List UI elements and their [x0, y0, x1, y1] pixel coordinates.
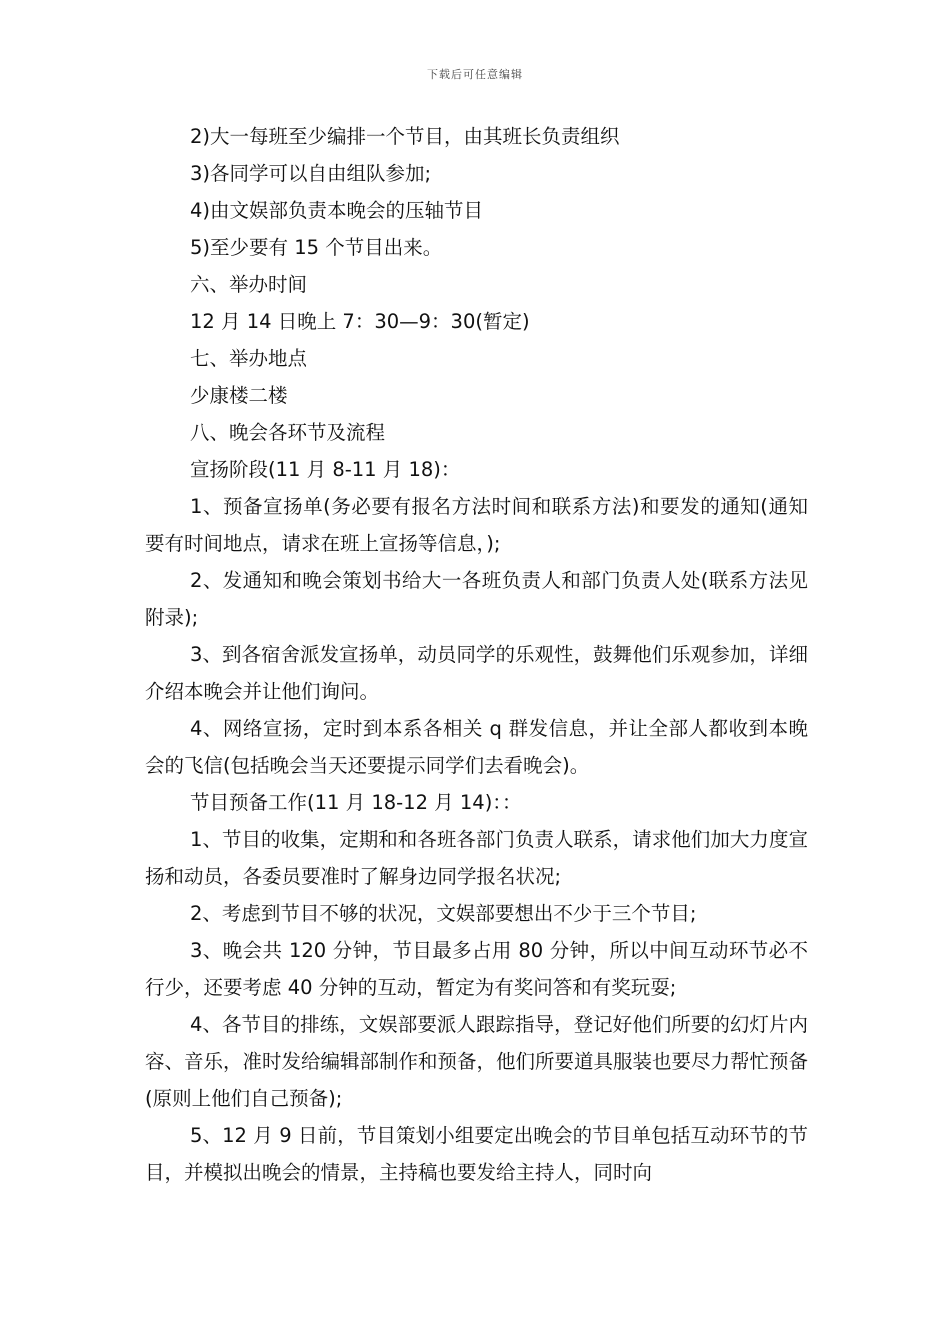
subsection-heading: 节目预备工作(11 月 18-12 月 14)：： [190, 791, 522, 814]
section-heading: 八、晚会各环节及流程 [190, 421, 386, 444]
paragraph: 1、节目的收集，定期和和各班各部门负责人联系，请求他们加大力度宣扬和动员，各委员要准时了解身边同学报名状况; [145, 828, 808, 888]
text-line: 3)各同学可以自由组队参加; [190, 162, 432, 185]
paragraph: 1、预备宣扬单(务必要有报名方法时间和联系方法)和要发的通知(通知要有时间地点，请求在班上宣扬等信息，); [145, 495, 808, 555]
text-line: 少康楼二楼 [190, 384, 288, 407]
paragraph: 4、各节目的排练，文娱部要派人跟踪指导，登记好他们所要的幻灯片内容、音乐，准时发给编辑部制作和预备，他们所要道具服装也要尽力帮忙预备(原则上他们自己预备); [145, 1013, 809, 1110]
paragraph: 2、考虑到节目不够的状况，文娱部要想出不少于三个节目; [190, 902, 697, 925]
page-header: 下载后可任意编辑 [427, 68, 523, 81]
paragraph: 4、网络宣扬，定时到本系各相关 q 群发信息，并让全部人都收到本晚会的飞信(包括晚会当天还要提示同学们去看晚会)。 [145, 717, 808, 777]
paragraph: 3、到各宿舍派发宣扬单，动员同学的乐观性，鼓舞他们乐观参加，详细介绍本晚会并让他们询问。 [145, 643, 808, 703]
text-line: 4)由文娱部负责本晚会的压轴节目 [190, 199, 484, 222]
subsection-heading: 宣扬阶段(11 月 8-11 月 18)： [190, 458, 461, 481]
paragraph: 5、12 月 9 日前，节目策划小组要定出晚会的节目单包括互动环节的节目，并模拟出晚会的情景，主持稿也要发给主持人，同时向 [145, 1124, 808, 1184]
paragraph: 2、发通知和晚会策划书给大一各班负责人和部门负责人处(联系方法见附录); [145, 569, 808, 629]
text-line: 5)至少要有 15 个节目出来。 [190, 236, 443, 259]
text-line: 12 月 14 日晚上 7：30—9：30(暂定) [190, 310, 530, 333]
document-body [145, 118, 808, 1191]
section-heading: 七、举办地点 [190, 347, 308, 370]
text-line: 2)大一每班至少编排一个节目，由其班长负责组织 [190, 125, 620, 148]
paragraph: 3、晚会共 120 分钟，节目最多占用 80 分钟，所以中间互动环节必不行少，还要考虑 40 分钟的互动，暂定为有奖问答和有奖玩耍; [145, 939, 808, 999]
section-heading: 六、举办时间 [190, 273, 308, 296]
